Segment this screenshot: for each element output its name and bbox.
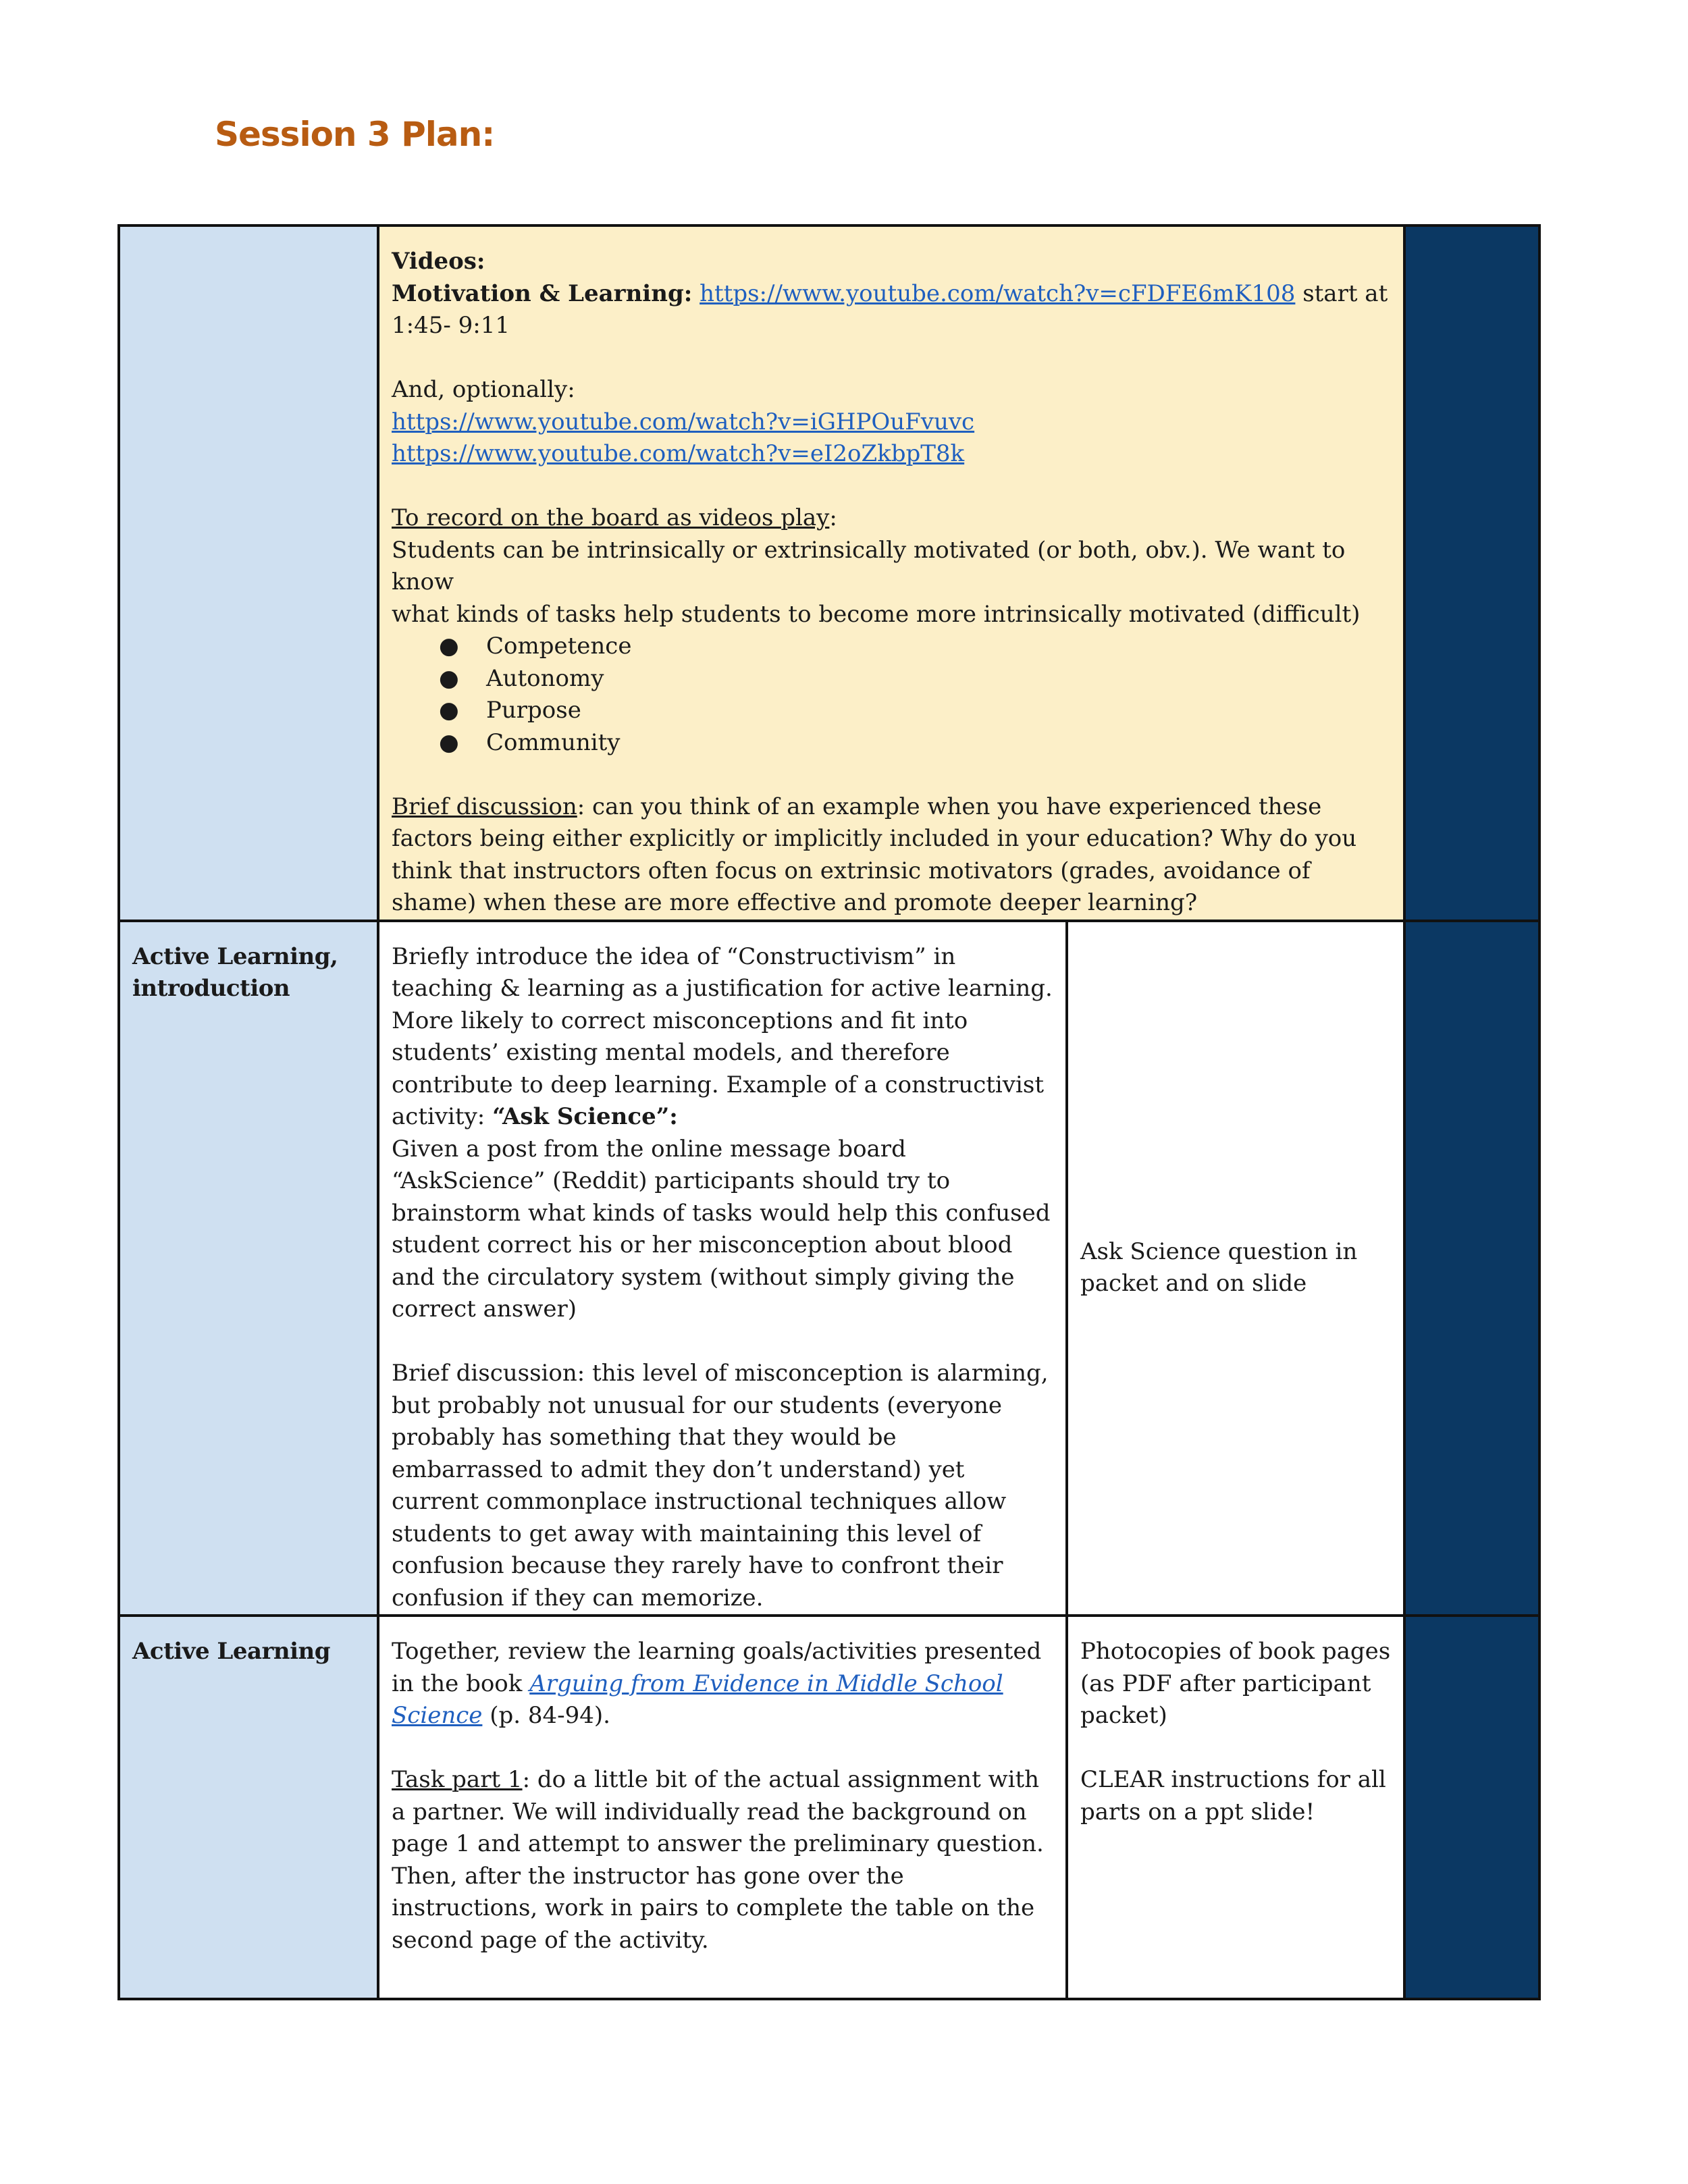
activity-name: “Ask Science”:	[492, 1103, 678, 1130]
row-label-cell	[119, 225, 378, 921]
page-title: Session 3 Plan:	[215, 115, 495, 154]
motivation-line	[392, 278, 1391, 311]
row-label-active-learning-intro: Active Learning, introduction	[119, 921, 378, 1616]
misconception-discussion: Brief discussion: this level of misconception is alarming, but probably not unusual for our students (everyone probably has something that they would be embarrassed to admit they don’t understand) yet current commonplace instructional techniques allow students to get away with maintaining this level of confusion because they rarely have to confront their confusion if they can memorize.	[392, 1360, 1049, 1612]
list-item-label: Purpose	[486, 697, 581, 724]
record-colon: :	[829, 504, 837, 531]
list-item	[392, 631, 1391, 663]
materials-text-1: Photocopies of book pages (as PDF after participant packet)	[1080, 1638, 1391, 1729]
record-line-1: Students can be intrinsically or extrinsically motivated (or both, obv.). We want to know	[392, 536, 1346, 595]
materials-cell	[1067, 1616, 1404, 1999]
list-item-label: Competence	[486, 633, 632, 660]
videos-heading: Videos:	[392, 248, 485, 275]
record-line-2: what kinds of tasks help students to become more intrinsically motivated (difficult)	[392, 600, 1361, 628]
materials-text-2: CLEAR instructions for all parts on a ppt slide!	[1080, 1766, 1386, 1826]
motivation-video-link[interactable]: https://www.youtube.com/watch?v=cFDFE6mK108	[700, 279, 1296, 307]
optional-label: And, optionally:	[392, 376, 575, 403]
list-item-label: Autonomy	[486, 664, 604, 692]
discussion-text: : can you think of an example when you have experienced these factors being either explicitly or implicitly included in your education? Why do you think that instructors often focus on extrinsic motivators (grades, avoidance of shame) when these are more effective and promote deeper learning?	[392, 793, 1357, 916]
task-part-1	[392, 1764, 1053, 1956]
videos-cell	[378, 225, 1404, 921]
record-label: To record on the board as videos play	[392, 504, 830, 531]
table-row	[119, 1616, 1539, 1999]
book-review	[392, 1636, 1053, 1732]
materials-text: Ask Science question in packet and on slide	[1080, 1237, 1358, 1298]
activity-description-cell	[378, 1616, 1067, 1999]
start-text: start at	[1295, 279, 1388, 307]
bullet-icon: ●	[439, 633, 459, 660]
intro-text: Briefly introduce the idea of “Constructivism” in teaching & learning as a justification for active learning. More likely to correct misconceptions and fit into students’ existing mental models, and therefore contribute to deep learning. Example of a constructivist activity:	[392, 942, 1053, 1130]
post-description: Given a post from the online message board “AskScience” (Reddit) participants should try to brainstorm what kinds of tasks would help this confused student correct his or her misconception about blood and the circulatory system (without simply giving the correct answer)	[392, 1135, 1051, 1323]
sidebar-strip	[1404, 225, 1539, 921]
task-text: : do a little bit of the actual assignment with a partner. We will individually read the background on page 1 and attempt to answer the preliminary question. Then, after the instructor has gone over the instructions, work in pairs to complete the table on the second page of the activity.	[392, 1766, 1044, 1954]
bullet-icon: ●	[439, 664, 459, 692]
table-row	[119, 921, 1539, 1616]
review-text-a: Together, review the learning goals/activities presented in the book	[392, 1638, 1042, 1697]
activity-description-cell	[378, 921, 1067, 1616]
bullet-icon: ●	[439, 697, 459, 724]
constructivism-intro	[392, 941, 1053, 1134]
bullet-icon: ●	[439, 728, 459, 756]
optional-video-link-2[interactable]: https://www.youtube.com/watch?v=eI2oZkbpT8k	[392, 440, 965, 467]
sidebar-strip	[1404, 1616, 1539, 1999]
brief-discussion	[392, 791, 1391, 920]
table-row	[119, 225, 1539, 921]
review-text-b: (p. 84-94).	[482, 1702, 610, 1729]
motivation-factors-list	[392, 631, 1391, 759]
record-heading	[392, 502, 1391, 535]
list-item-label: Community	[486, 728, 621, 756]
list-item	[392, 695, 1391, 727]
list-item	[392, 727, 1391, 760]
discussion-label: Brief discussion	[392, 793, 577, 820]
motivation-label: Motivation & Learning:	[392, 279, 693, 307]
sidebar-strip	[1404, 921, 1539, 1616]
materials-cell	[1067, 921, 1404, 1616]
time-range: 1:45- 9:11	[392, 312, 510, 339]
optional-video-link-1[interactable]: https://www.youtube.com/watch?v=iGHPOuFvuvc	[392, 408, 975, 435]
task-label: Task part 1	[392, 1766, 523, 1793]
list-item	[392, 663, 1391, 695]
session-plan-table	[117, 224, 1541, 2000]
book-title-link[interactable]: Arguing from Evidence in Middle School Science	[392, 1670, 1003, 1729]
row-label-active-learning: Active Learning	[119, 1616, 378, 1999]
